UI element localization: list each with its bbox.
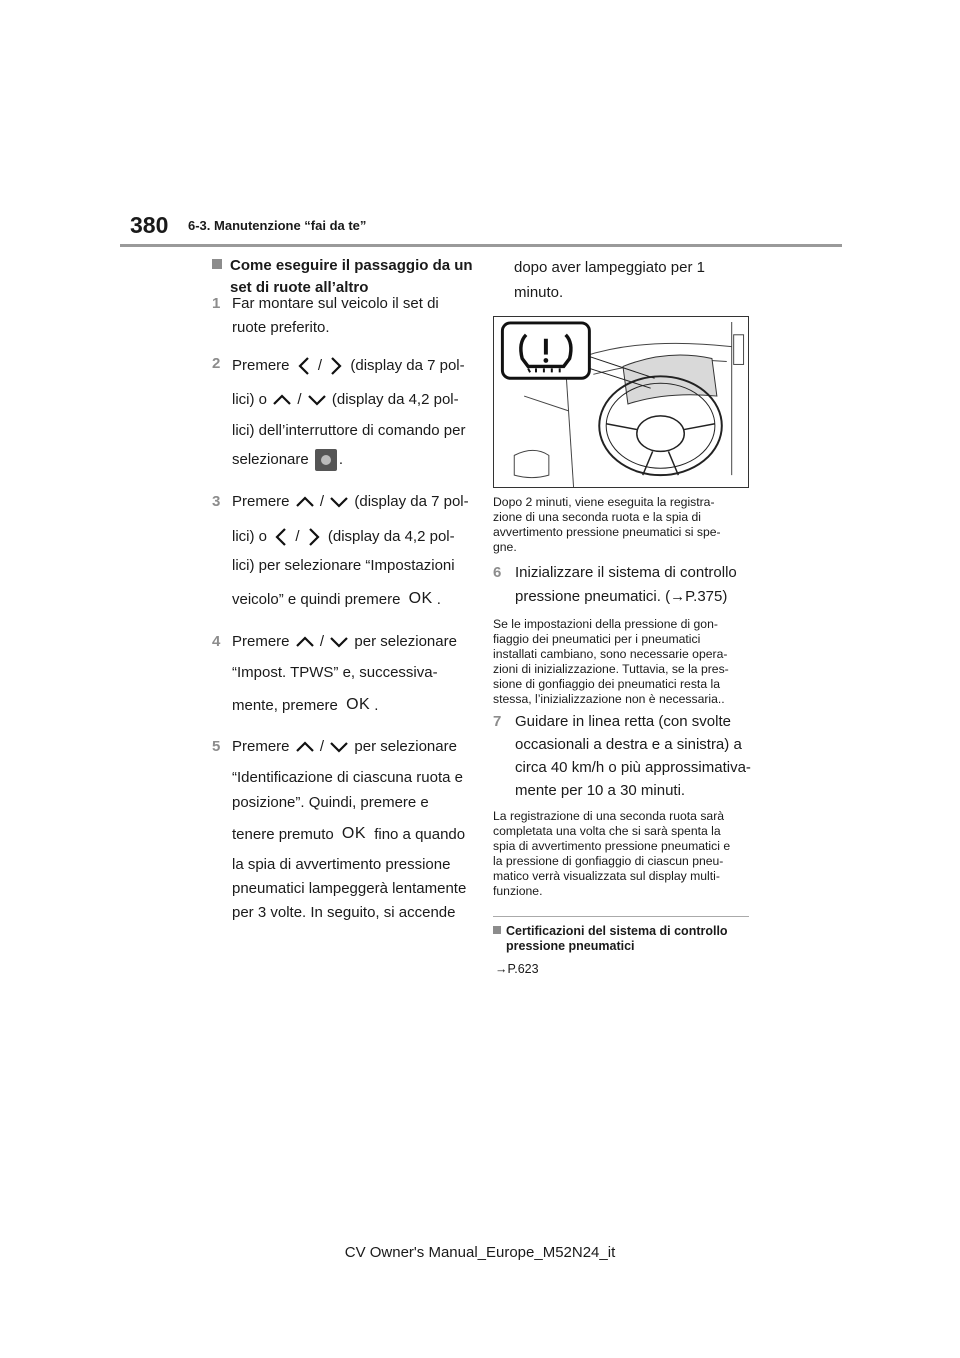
step-text xyxy=(232,449,343,471)
chevron-left-icon xyxy=(294,355,314,377)
note-line: completata una volta che si sarà spenta la xyxy=(493,824,721,838)
step-text xyxy=(232,526,455,548)
text-lici: lici) o xyxy=(232,391,268,408)
step-4 xyxy=(212,633,482,718)
text-premere: Premere xyxy=(232,356,290,374)
step-text: mente per 10 a 30 minuti. xyxy=(515,782,686,799)
step-text xyxy=(232,633,457,650)
chevron-down-icon xyxy=(328,634,350,650)
chevron-up-icon xyxy=(271,392,293,408)
text-display: (display da 7 pol- xyxy=(350,356,465,374)
section-heading xyxy=(212,255,473,299)
note-line: spia di avvertimento pressione pneumatici e xyxy=(493,839,731,853)
step-text xyxy=(232,391,459,408)
chevron-left-icon xyxy=(271,526,291,548)
subsection-divider xyxy=(493,916,749,917)
step-number: 3 xyxy=(212,493,221,510)
figure-caption xyxy=(493,495,753,555)
text-selezionare: selezionare xyxy=(232,450,309,468)
slash: / xyxy=(297,391,302,408)
text-display: (display da 4,2 pol- xyxy=(327,527,455,545)
text-period: . xyxy=(338,450,344,468)
section-title: 6-3. Manutenzione “fai da te” xyxy=(188,218,367,233)
text-per-selezionare: per selezionare xyxy=(354,633,457,650)
step-number: 1 xyxy=(212,295,221,312)
step-text: circa 40 km/h o più approssimativa- xyxy=(515,759,751,776)
step-1 xyxy=(212,295,482,345)
heading-line-1: Come eseguire il passaggio da un xyxy=(230,257,473,274)
page-reference-link[interactable]: →P.623 xyxy=(495,962,539,976)
settings-gear-icon xyxy=(315,449,337,471)
step-text: Inizializzare il sistema di controllo xyxy=(515,564,737,581)
chevron-up-icon xyxy=(294,494,316,510)
caption-line: gne. xyxy=(493,540,517,554)
header-divider xyxy=(120,244,842,247)
step-text: occasionali a destra e a sinistra) a xyxy=(515,736,742,753)
step-5 xyxy=(212,738,482,928)
step-text xyxy=(232,825,465,843)
step-7-note xyxy=(493,809,753,899)
certification-heading xyxy=(493,924,728,954)
chevron-down-icon xyxy=(328,494,350,510)
step-number: 7 xyxy=(493,713,502,730)
step-text: la spia di avvertimento pressione xyxy=(232,856,451,873)
step-text xyxy=(232,590,441,608)
text-period: . xyxy=(374,697,379,714)
continued-text: minuto. xyxy=(514,284,564,301)
cert-title-line-1: Certificazioni del sistema di controllo xyxy=(506,924,728,938)
step-6-note xyxy=(493,617,753,707)
step-text: “Impost. TPWS” e, successiva- xyxy=(232,664,438,681)
step-text: pneumatici lampeggerà lentamente xyxy=(232,880,467,897)
step-text xyxy=(232,696,378,714)
slash: / xyxy=(319,633,325,650)
step-6 xyxy=(493,564,753,614)
continued-text: dopo aver lampeggiato per 1 xyxy=(514,259,705,276)
footer-text: CV Owner's Manual_Europe_M52N24_it xyxy=(344,1244,616,1261)
chevron-up-icon xyxy=(294,739,316,755)
step-2 xyxy=(212,355,482,480)
caption-line: zione di una seconda ruota e la spia di xyxy=(493,510,702,524)
text-premere: Premere xyxy=(232,633,290,650)
bullet-square-icon xyxy=(493,926,501,934)
note-line: zioni di inizializzazione. Tuttavia, se la pres- xyxy=(493,662,729,676)
chevron-down-icon xyxy=(328,739,350,755)
cert-title-line-2: pressione pneumatici xyxy=(506,939,635,953)
step-text: posizione”. Quindi, premere e xyxy=(232,794,429,811)
step-text: lici) per selezionare “Impostazioni xyxy=(232,557,455,574)
step-number: 6 xyxy=(493,564,502,581)
slash: / xyxy=(295,527,300,545)
bullet-square-icon xyxy=(212,259,222,269)
note-line: stessa, l’inizializzazione non è necessaria.. xyxy=(493,692,725,706)
text-mente: mente, premere xyxy=(232,697,338,714)
step-text xyxy=(232,493,469,510)
ok-icon: OK xyxy=(346,696,371,713)
step-3 xyxy=(212,493,482,613)
step-text xyxy=(232,355,465,377)
page-number: 380 xyxy=(130,212,169,238)
note-line: Se le impostazioni della pressione di gon- xyxy=(493,617,718,631)
chevron-right-icon xyxy=(304,526,324,548)
slash: / xyxy=(317,356,323,374)
text-veicolo: veicolo” e quindi premere xyxy=(232,591,401,608)
text-period: . xyxy=(436,591,441,608)
text-premere: Premere xyxy=(232,738,290,755)
note-line: matico verrà visualizzata sul display multi- xyxy=(493,869,720,883)
step-text: pressione pneumatici. (→P.375) xyxy=(515,588,728,605)
step-7 xyxy=(493,713,753,813)
dashboard-illustration xyxy=(493,316,749,488)
step-text: Guidare in linea retta (con svolte xyxy=(515,713,731,730)
note-line: sione di gonfiaggio dei pneumatici resta la xyxy=(493,677,720,691)
text-fino: fino a quando xyxy=(374,826,466,843)
text-display: (display da 7 pol- xyxy=(354,493,469,510)
caption-line: avvertimento pressione pneumatici si spe- xyxy=(493,525,721,539)
step-text: ruote preferito. xyxy=(232,319,330,336)
step-text: lici) dell’interruttore di comando per xyxy=(232,422,466,439)
slash: / xyxy=(319,738,325,755)
chevron-right-icon xyxy=(326,355,346,377)
step-number: 2 xyxy=(212,355,221,372)
text-premere: Premere xyxy=(232,493,290,510)
heading-line-2: set di ruote all’altro xyxy=(230,279,369,296)
step-number: 5 xyxy=(212,738,221,755)
step-number: 4 xyxy=(212,633,221,650)
chevron-down-icon xyxy=(306,392,328,408)
step-text xyxy=(232,738,457,755)
step-text: per 3 volte. In seguito, si accende xyxy=(232,904,456,921)
caption-line: Dopo 2 minuti, viene eseguita la registra- xyxy=(493,495,715,509)
slash: / xyxy=(319,493,325,510)
ok-icon: OK xyxy=(341,825,367,842)
text-per-selezionare: per selezionare xyxy=(354,738,457,755)
chevron-up-icon xyxy=(294,634,316,650)
note-line: la pressione di gonfiaggio di ciascun pneu- xyxy=(493,854,724,868)
note-line: funzione. xyxy=(493,884,543,898)
note-line: installati cambiano, sono necessarie opera- xyxy=(493,647,728,661)
note-line: fiaggio dei pneumatici per i pneumatici xyxy=(493,632,701,646)
text-tenere: tenere premuto xyxy=(232,826,334,843)
text-lici: lici) o xyxy=(232,527,268,545)
text-display: (display da 4,2 pol- xyxy=(331,391,459,408)
step-text: Far montare sul veicolo il set di xyxy=(232,295,439,312)
step-text: “Identificazione di ciascuna ruota e xyxy=(232,769,463,786)
note-line: La registrazione di una seconda ruota sarà xyxy=(493,809,725,823)
ok-icon: OK xyxy=(408,590,433,607)
